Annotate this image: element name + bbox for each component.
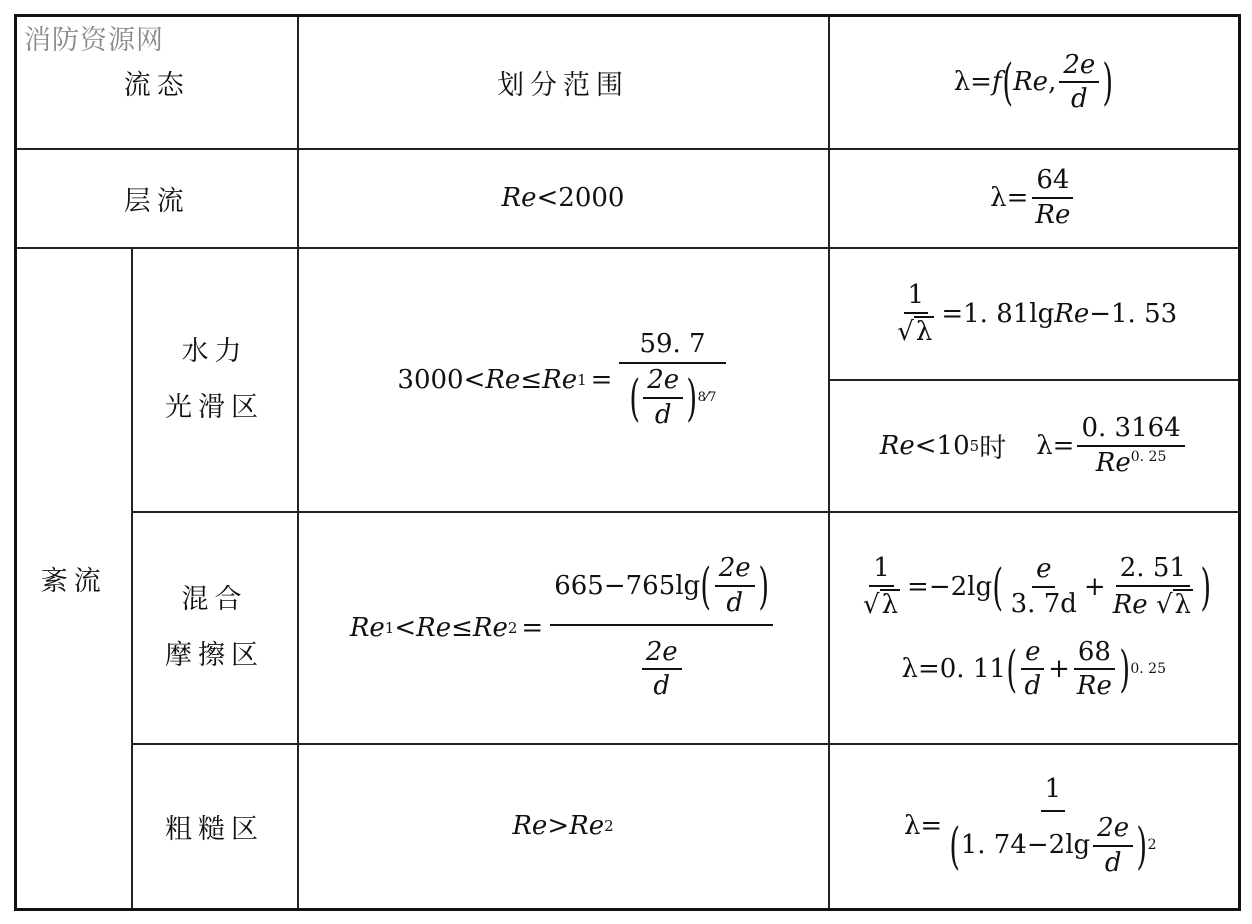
re1-symbol: Re (349, 612, 385, 643)
sqrt: √ λ (1155, 589, 1191, 620)
watermark: 消防资源网 (24, 25, 164, 56)
inner-fraction (1093, 814, 1133, 877)
frac-num: 1 (904, 281, 929, 314)
re-symbol: Re (1112, 589, 1148, 620)
frac-num: 59. 7 (619, 330, 725, 365)
fraction-68-re (1073, 638, 1116, 701)
smooth-formula2-cell (829, 380, 1240, 512)
frac-num: 2e (1093, 814, 1133, 847)
sqrt: √ λ (897, 316, 933, 347)
mixed-range-cell (298, 512, 829, 744)
mixed-row (16, 512, 1240, 744)
range-value: <2000 (536, 183, 625, 213)
exponent: 2 (1147, 836, 1157, 853)
header-flow-state-label: 流态 (123, 69, 190, 101)
smooth-formula2 (880, 414, 1188, 477)
laminar-row (16, 149, 1240, 248)
superscript-exp: 0. 25 (1130, 448, 1167, 465)
lambda-eq: λ= (953, 67, 992, 98)
frac-den: d (726, 587, 744, 618)
exponent: 0. 25 (1130, 661, 1166, 678)
smooth-formula1-cell (829, 248, 1240, 380)
re-symbol: Re (879, 430, 915, 461)
altshul-formula: λ=0. 11 ( $\frac{e}{d}$ + $\frac{68}{Re}$ ) 0. 25 (901, 636, 1166, 702)
formula-part: =−2lg (907, 571, 993, 602)
rough-label: 粗糙区 (165, 813, 264, 845)
exponent: 8⁄7 (697, 389, 717, 405)
radicand: λ (881, 589, 899, 620)
plus-symbol: + (1083, 571, 1106, 602)
smooth-range (397, 330, 728, 430)
shi-label: 时 (979, 433, 1007, 464)
frac-num: 2e (643, 366, 683, 399)
turbulent-label-cell (16, 248, 132, 910)
mixed-formulas (830, 554, 1239, 700)
fraction-1-sqrt-lambda (859, 554, 904, 619)
eq-symbol: = (521, 612, 544, 643)
frac-den: 3. 7d (1010, 588, 1077, 619)
frac-den: d (654, 399, 672, 430)
re1-symbol: Re (542, 364, 578, 395)
subscript-1: 1 (577, 370, 587, 389)
smooth-range-cell (298, 248, 829, 512)
lt-10: <10 (914, 430, 970, 461)
denominator-text: 1. 74−2lg (960, 830, 1091, 861)
frac-den (1109, 587, 1197, 620)
frac-den: ( $\frac{2e}{d}$ ) 8⁄7 (629, 365, 717, 430)
turbulent-label: 紊流 (40, 565, 107, 597)
lambda-eq: λ= (903, 811, 943, 842)
rough-range (512, 811, 613, 841)
rough-row (16, 744, 1240, 910)
frac-den (635, 626, 689, 701)
frac-num: 665−765lg ( $\frac{2e}{d}$ ) (550, 554, 773, 625)
radicand: λ (1174, 589, 1191, 620)
header-row (16, 16, 1240, 149)
lambda-eq: λ= (990, 183, 1029, 213)
friction-factor-table (14, 14, 1241, 911)
f-symbol: f (991, 67, 1002, 98)
subscript-2: 2 (604, 817, 614, 836)
frac-den: d (1070, 84, 1088, 115)
smooth-label-line1: 水力 (181, 335, 248, 367)
smooth-label-cell (132, 248, 298, 512)
laminar-range-cell (298, 149, 829, 248)
fraction-64-re (1031, 166, 1074, 229)
smooth-formula1 (890, 281, 1177, 346)
formula-prefix: λ=0. 11 (901, 654, 1006, 685)
laminar-formula (990, 166, 1077, 229)
frac-den: d (1024, 671, 1042, 702)
re-symbol: Re (1013, 67, 1049, 98)
inner-fraction (643, 366, 683, 429)
frac-den: d (653, 671, 671, 702)
re2-symbol: Re (472, 612, 508, 643)
frac-den: Re (1076, 671, 1112, 702)
re-symbol: Re (416, 612, 452, 643)
numerator-text: 665−765lg (554, 570, 701, 601)
frac-num: 1 (1041, 775, 1066, 812)
formula-tail: −1. 53 (1089, 298, 1178, 329)
le-symbol: ≤ (451, 612, 473, 643)
denominator-fraction (642, 638, 682, 701)
le-symbol: ≤ (520, 364, 543, 395)
mixed-label-cell (132, 512, 298, 744)
re-symbol: Re (485, 364, 521, 395)
rough-fraction (945, 775, 1160, 877)
frac-num: 0. 3164 (1077, 414, 1184, 447)
re2-symbol: Re (569, 811, 605, 842)
superscript-5: 5 (969, 436, 980, 455)
rough-label-cell (132, 744, 298, 910)
mixed-range-fraction (550, 554, 773, 700)
subscript-1: 1 (384, 618, 395, 637)
smooth-row-a (16, 248, 1240, 380)
laminar-label: 层流 (123, 185, 190, 217)
mixed-label-line1: 混合 (181, 583, 248, 615)
radicand: λ (915, 316, 933, 347)
eq-symbol: = (590, 364, 613, 395)
frac-num: 2e (715, 554, 755, 587)
subscript-2: 2 (507, 618, 518, 637)
plus-symbol: + (1048, 654, 1070, 685)
re-symbol: Re (1054, 298, 1090, 329)
header-formula (829, 16, 1240, 149)
mixed-label-line2: 摩擦区 (165, 639, 264, 671)
frac-num: 2e (642, 638, 682, 671)
laminar-range (502, 183, 625, 213)
laminar-formula-cell (829, 149, 1240, 248)
laminar-label-cell (16, 149, 298, 248)
frac-den (1092, 447, 1171, 478)
fraction-2e-d (1059, 51, 1099, 114)
rough-formula (904, 775, 1164, 877)
frac-num: 64 (1032, 166, 1073, 199)
formula-part: =1. 81lg (941, 298, 1055, 329)
comma: , (1048, 67, 1057, 98)
smooth-label-line2: 光滑区 (165, 391, 264, 423)
re-symbol: Re (512, 811, 548, 842)
frac-den: d (1104, 847, 1122, 878)
fraction-2.51 (1109, 554, 1197, 619)
header-formula-expr: λ= f ( Re , $\frac{2e}{d}$ ) (953, 49, 1114, 115)
colebrook-formula: 1 √ λ =−2lg ( $\frac{e}{3. 7d}$ + 2. 51 Re √ λ ) (856, 554, 1212, 619)
mixed-range (350, 554, 776, 700)
re-symbol: Re (1095, 447, 1131, 478)
gt-symbol: > (547, 811, 570, 842)
inner-fraction (715, 554, 755, 617)
fraction-e-3.7d (1007, 555, 1081, 618)
smooth-range-fraction (619, 330, 725, 430)
frac-num: e (1032, 555, 1055, 588)
fraction-e-d (1020, 638, 1045, 701)
lt-symbol: < (394, 612, 417, 643)
frac-den: ( 1. 74−2lg $\frac{2e}{d}$ ) 2 (949, 812, 1157, 878)
sqrt: √ λ (862, 589, 899, 620)
re-symbol: Re (501, 183, 537, 213)
fraction-blasius (1077, 414, 1184, 477)
rough-formula-cell (829, 744, 1240, 910)
range-prefix: 3000< (397, 364, 486, 395)
frac-num: 1 (869, 554, 894, 587)
lambda-eq: λ= (1036, 430, 1075, 461)
frac-num: 2e (1059, 51, 1099, 84)
rough-range-cell (298, 744, 829, 910)
mixed-formula-cell (829, 512, 1240, 744)
frac-num: e (1021, 638, 1044, 671)
frac-den (859, 587, 904, 620)
fraction-1-sqrt-lambda (893, 281, 938, 346)
frac-den (893, 314, 938, 347)
frac-den: Re (1035, 200, 1071, 230)
frac-num: 68 (1074, 638, 1115, 671)
frac-num: 2. 51 (1116, 554, 1190, 587)
header-range (298, 16, 829, 149)
header-range-label: 划分范围 (497, 69, 629, 101)
